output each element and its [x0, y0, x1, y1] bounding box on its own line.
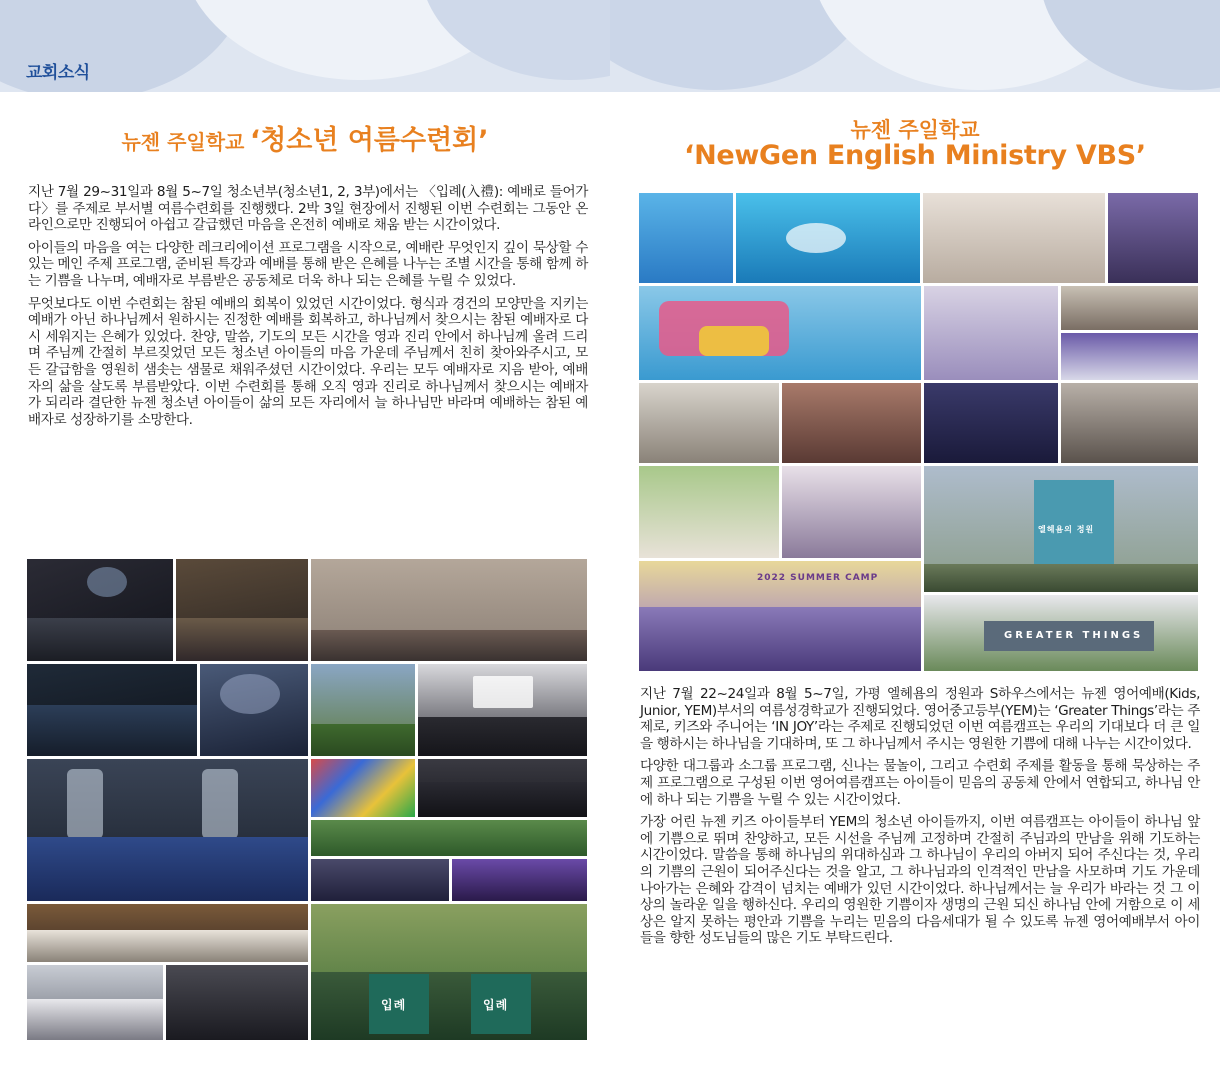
- photo-hall-chairs: [638, 382, 780, 464]
- paragraph: 아이들의 마음을 여는 다양한 레크리에이션 프로그램을 시작으로, 예배란 무엇인지 깊이 묵상할 수 있는 메인 주제 프로그램, 준비된 특강과 예배를 통해 받은 은혜를 나누는 조별 시간을 통해 함께 하는 기쁨을 나누며, 예배자로 부름받은 공동체로 더욱 하나 되는 은혜를 누릴 수 있었다.: [28, 239, 588, 289]
- photo-group-banner: [310, 903, 588, 1041]
- greater-things-banner: [984, 621, 1154, 651]
- title-big: ‘청소년 여름수련회’: [249, 125, 489, 156]
- photo-group-room: [922, 192, 1106, 284]
- paragraph: 지난 7월 29~31일과 8월 5~7일 청소년부(청소년1, 2, 3부)에서는 〈입례(入禮): 예배로 들어가다〉를 주제로 부서별 여름수련회를 진행했다. 2박 3일 현장에서 진행된 이번 수련회는 그동안 온라인으로만 진행되어 아쉽고 갈급했던 마음을 온전히 예배로 채움 받는 시간이었다.: [28, 184, 588, 234]
- photo-candlelight: [26, 903, 309, 963]
- header-banner: [0, 0, 610, 92]
- photo-group-photo: [26, 964, 164, 1041]
- photo-night-worship: [310, 858, 450, 902]
- photo-kids-sitting: [781, 465, 922, 559]
- photo-prayer: [26, 663, 198, 757]
- banner-text: 입례: [381, 998, 407, 1012]
- photo-lawn-group: [310, 819, 588, 857]
- section-label: 교회소식: [26, 63, 90, 83]
- paragraph: 다양한 대그룹과 소그룹 프로그램, 신나는 물놀이, 그리고 수련회 주제를 활동을 통해 묵상하는 주제 프로그램으로 구성된 이번 영어여름캠프는 아이들이 믿음의 공동체 안에서 연합되고, 하나님 안에 하나 되는 기쁨을 누릴 수 있는 시간이었다.: [640, 758, 1200, 808]
- paragraph: 가장 어린 뉴젠 키즈 아이들부터 YEM의 청소년 아이들까지, 이번 여름캠프는 아이들이 하나님 앞에 기쁨으로 뛰며 찬양하고, 모든 시선을 주님께 고정하며 간절히 주님과의 만남을 위해 기도하는 시간이었다. 말씀을 통해 하나님의 위대하심과 그 하나님이 우리의 아버지 되어 주신다는 것, 우리의 기쁨의 근원이 되어주신다는 것을 알고, 그 하나님과의 인격적인 만남을 사모하며 기도 가운데 나아가는 은혜와 감격이 넘치는 예배가 있던 시간이었다. 하나님께서는 늘 우리가 바라는 것 그 이상의 놀라운 일을 행하신다. 우리의 영원한 기쁨이자 생명의 근원 되신 하나님 안에 거함으로 이 세상은 알지 못하는 평안과 기쁨을 누리는 믿음의 다음세대가 될 수 있도록 뉴젠 영어예배부서 아이들을 향한 성도님들의 많은 기도 부탁드린다.: [640, 814, 1200, 947]
- photo-worship-stage: [923, 382, 1059, 464]
- photo-stage-purple: [1107, 192, 1199, 284]
- photo-water-play: [735, 192, 921, 284]
- title-small: 뉴젠 주일학교: [121, 130, 245, 154]
- photo-worship-hall: [26, 558, 174, 662]
- photo-praise: [175, 558, 309, 662]
- banner-text: 입례: [483, 998, 509, 1012]
- photo-hands-raised: [199, 663, 309, 757]
- photo-classroom: [1060, 285, 1199, 331]
- photo-hands-up: [1060, 332, 1199, 381]
- event-banner-right: [471, 974, 531, 1034]
- photo-stage-lights: [451, 858, 588, 902]
- greater-things-text: GREATER THINGS: [1004, 630, 1144, 641]
- photo-gym-recreation: [310, 558, 588, 662]
- title-line2: ‘NewGen English Ministry VBS’: [684, 140, 1146, 171]
- photo-meeting-room: [1060, 382, 1199, 464]
- photo-seminar: [417, 663, 588, 757]
- photo-small-group-circle: [781, 382, 922, 464]
- paragraph: 지난 7월 22~24일과 8월 5~7일, 가평 엘헤욤의 정원과 S하우스에서는 뉴젠 영어예배(Kids, Junior, YEM)부서의 여름성경학교가 진행되었다. 영어중고등부(YEM)는 ‘Greater Things’라는 주제로, 키즈와 주니어는 ‘IN JOY’라는 주제로 진행되었던 이번 여름캠프는 우리의 기대보다 더 큰 일을 행하시는 하나님을 기대하며, 또 그 하나님께서 주시는 영원한 기쁨에 대해 나누는 시간이었다.: [640, 686, 1200, 752]
- photo-building: [923, 465, 1199, 593]
- photo-ball-pit: [310, 758, 416, 818]
- photo-group-worship: [26, 758, 309, 902]
- photo-kids-purple-shirts: [923, 285, 1059, 381]
- paragraph: 무엇보다도 이번 수련회는 참된 예배의 회복이 있었던 시간이었다. 형식과 경건의 모양만을 지키는 예배가 아닌 하나님께서 원하시는 진정한 예배를 회복하고, 하나님께서 찾으시는 참된 예배자로 다시 세워지는 은혜가 있었다. 찬양, 말씀, 기도의 모든 시간을 영과 진리 안에서 하나님께 올려 드리며 주님께 간절히 부르짖었던 모든 청소년 아이들의 마음 가운데 주님께서 친히 찾아와주시고, 모든 갈급함을 영원히 샘솟는 샘물로 채워주셨던 시간이었다. 우리는 모두 예배자로 지음 받아, 예배자의 삶을 살도록 부름받았다. 이번 수련회를 통해 오직 영과 진리로 하나님께서 찾으시는 예배자가 되리라 결단한 뉴젠 청소년 아이들이 삶의 모든 자리에서 늘 하나님만 바라며 예배하는 참된 예배자로 성장하기를 소망한다.: [28, 295, 588, 428]
- photo-performance: [638, 465, 780, 559]
- photo-pool-kids: [638, 192, 734, 284]
- title-line1: 뉴젠 주일학교: [850, 118, 980, 142]
- building-sign: 엘헤욤의 정원: [1038, 525, 1095, 534]
- building-tower: [1034, 480, 1114, 566]
- photo-small-group: [165, 964, 309, 1041]
- photo-audience: [417, 758, 588, 818]
- article-body: [28, 184, 588, 434]
- camp-banner-text: 2022 SUMMER CAMP: [757, 573, 879, 583]
- photo-outdoor-field: [310, 663, 416, 757]
- right-page: [610, 0, 1220, 1070]
- article-title: [0, 118, 610, 157]
- photo-summer-camp-group: [638, 560, 922, 672]
- photo-greater-things-group: [923, 594, 1199, 672]
- photo-water-slide: [638, 285, 922, 381]
- article-body: [640, 686, 1200, 953]
- event-banner-left: [369, 974, 429, 1034]
- header-banner: [610, 0, 1220, 92]
